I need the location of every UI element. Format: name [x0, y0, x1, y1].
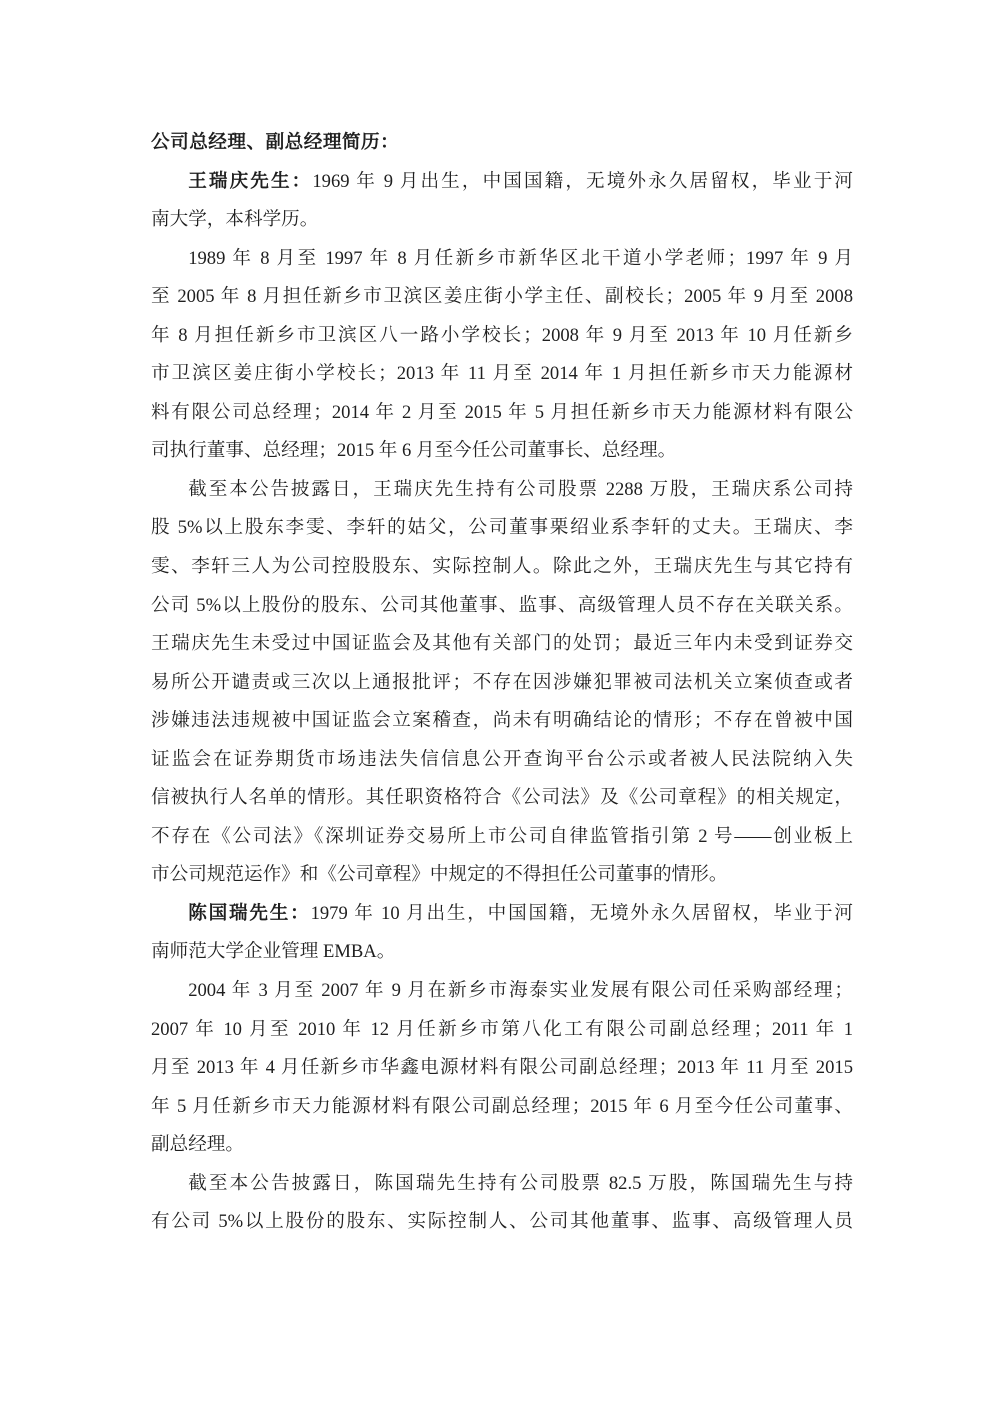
text-line: 不存在《公司法》《深圳证券交易所上市公司自律监管指引第 2 号——创业板上: [151, 825, 853, 847]
text-line: 证监会在证券期货市场违法失信信息公开查询平台公示或者被人民法院纳入失: [151, 748, 853, 770]
text-line: 公司 5%以上股份的股东、公司其他董事、监事、高级管理人员不存在关联关系。: [151, 594, 853, 616]
text-line: 年 5 月任新乡市天力能源材料有限公司副总经理；2015 年 6 月至今任公司董事、: [151, 1095, 853, 1117]
paragraph-chen-intro: [151, 895, 853, 972]
document-page: [151, 124, 853, 1242]
text-run: 1969 年 9 月出生，中国国籍，无境外永久居留权，毕业于河: [312, 170, 853, 192]
text-line: 市卫滨区姜庄街小学校长；2013 年 11 月至 2014 年 1 月担任新乡市天力能源材: [151, 363, 853, 385]
paragraph-wang-intro: [151, 163, 853, 240]
text-line: 1989 年 8 月至 1997 年 8 月任新乡市新华区北干道小学老师；1997 年 9 月: [188, 247, 853, 269]
text-line: 有公司 5%以上股份的股东、实际控制人、公司其他董事、监事、高级管理人员: [151, 1211, 853, 1233]
text-line: 月至 2013 年 4 月任新乡市华鑫电源材料有限公司副总经理；2013 年 11 月至 2015: [151, 1057, 853, 1079]
text-line: 年 8 月担任新乡市卫滨区八一路小学校长；2008 年 9 月至 2013 年 10 月任新乡: [151, 324, 853, 346]
text-line: 截至本公告披露日，王瑞庆先生持有公司股票 2288 万股，王瑞庆系公司持: [188, 478, 853, 500]
paragraph-wang-career: [151, 240, 853, 471]
text-line: 王瑞庆先生未受过中国证监会及其他有关部门的处罚；最近三年内未受到证券交: [151, 633, 853, 655]
paragraph-wang-holdings: [151, 471, 853, 895]
text-run: 1979 年 10 月出生，中国国籍，无境外永久居留权，毕业于河: [310, 902, 853, 924]
text-line: 至 2005 年 8 月担任新乡市卫滨区姜庄街小学主任、副校长；2005 年 9 月至 2008: [151, 286, 853, 308]
text-line: 市公司规范运作》和《公司章程》中规定的不得担任公司董事的情形。: [151, 864, 728, 886]
text-line: 司执行董事、总经理；2015 年 6 月至今任公司董事长、总经理。: [151, 440, 677, 462]
text-line: 料有限公司总经理；2014 年 2 月至 2015 年 5 月担任新乡市天力能源材料有限公: [151, 401, 853, 423]
paragraph-chen-holdings: [151, 1165, 853, 1242]
text-line: 南师范大学企业管理 EMBA。: [151, 941, 396, 963]
text-line: 2004 年 3 月至 2007 年 9 月在新乡市海泰实业发展有限公司任采购部经理；: [188, 980, 853, 1002]
person-name-wang: 王瑞庆先生：: [188, 170, 313, 192]
text-line: 易所公开谴责或三次以上通报批评；不存在因涉嫌犯罪被司法机关立案侦查或者: [151, 671, 853, 693]
text-line: 南大学，本科学历。: [151, 209, 319, 231]
text-line: [151, 895, 853, 934]
text-line: 涉嫌违法违规被中国证监会立案稽查，尚未有明确结论的情形；不存在曾被中国: [151, 710, 853, 732]
section-heading: 公司总经理、副总经理简历：: [151, 132, 400, 153]
text-line: [151, 163, 853, 202]
text-line: 雯、李轩三人为公司控股股东、实际控制人。除此之外，王瑞庆先生与其它持有: [151, 556, 853, 578]
text-line: 股 5%以上股东李雯、李轩的姑父，公司董事栗绍业系李轩的丈夫。王瑞庆、李: [151, 517, 853, 539]
person-name-chen: 陈国瑞先生：: [188, 902, 311, 924]
text-line: 副总经理。: [151, 1134, 244, 1156]
text-line: 2007 年 10 月至 2010 年 12 月任新乡市第八化工有限公司副总经理；2011 年 1: [151, 1018, 853, 1040]
text-line: 信被执行人名单的情形。其任职资格符合《公司法》及《公司章程》的相关规定，: [151, 787, 853, 809]
text-line: 截至本公告披露日，陈国瑞先生持有公司股票 82.5 万股，陈国瑞先生与持: [188, 1172, 853, 1194]
paragraph-chen-career: [151, 972, 853, 1165]
